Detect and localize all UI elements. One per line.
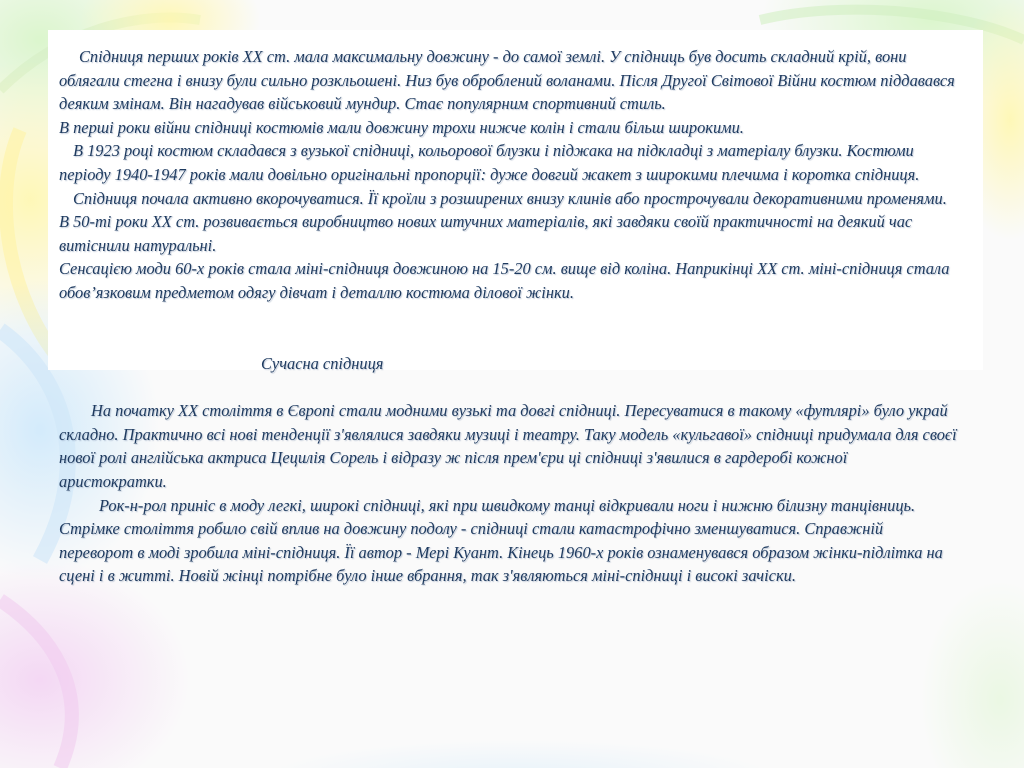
paragraph-shortening: Спідниця почала активно вкорочуватися. Її кроїли з розширених внизу клинів або прострочували декоративними променями. В 50-ті роки ХХ ст. розвивається виробництво нових штучних матеріалів, які завдяки своїй практичності на деякий час витіснили натуральні. — [59, 188, 947, 255]
spacer — [59, 375, 959, 399]
paragraph-early-century: Спідниця перших років ХХ ст. мала максимальну довжину - до самої землі. У спідниць був досить складний крій, вони облягали стегна і внизу були сильно розкльошені. Низ був оброблений воланами. Після Другої Світової Війни костюм піддавався деяким змінам. Він нагадував військовий мундир. Стає популярним спортивний стиль. — [59, 47, 955, 114]
document-body — [59, 45, 959, 588]
section-heading: Сучасна спідниця — [261, 353, 384, 373]
spacer — [59, 305, 959, 352]
paragraph-war-years: В перші роки війни спідниці костюмів мали довжину трохи нижче колін і стали більш широкими. — [59, 117, 744, 137]
paragraph-mini-skirt-60s: Сенсацією моди 60-х років стала міні-спідниця довжиною на 15-20 см. вище від коліна. Наприкінці ХХ ст. міні-спідниця стала обов’язковим предметом одягу дівчат і деталлю костюма ділової жінки. — [59, 259, 950, 302]
paragraph-1923: В 1923 році костюм складався з вузької спідниці, кольорової блузки і піджака на підкладці з матеріалу блузки. Костюми періоду 1940-1947 років мали довільно оригінальні пропорції: дуже довгий жакет з широкими плечима і коротка спідниця. — [59, 141, 920, 184]
paragraph-rock-n-roll: Рок-н-рол приніс в моду легкі, широкі спідниці, які при швидкому танці відкривали ноги і нижню білизну танцівниць. Стрімке століття робило свій вплив на довжину подолу - спідниці стали катастрофічно зменшуватися. Справжній переворот в моді зробила міні-спідниця. Її автор - Мері Куант. Кінець 1960-х років ознаменувався образом жінки-підлітка на сцені і в житті. Новій жінці потрібне було інше вбрання, так з'являються міні-спідниці і високі зачіски. — [59, 495, 943, 586]
paragraph-europe: На початку ХХ століття в Європі стали модними вузькі та довгі спідниці. Пересуватися в такому «футлярі» було украй складно. Практично всі нові тенденції з'являлися завдяки музиці і театру. Таку модель «кульгавої» спідниці придумала для своєї нової ролі англійська актриса Цецилія Сорель і відразу ж після прем'єри ці спідниці з'явилися в гардеробі кожної аристократки. — [59, 401, 957, 491]
